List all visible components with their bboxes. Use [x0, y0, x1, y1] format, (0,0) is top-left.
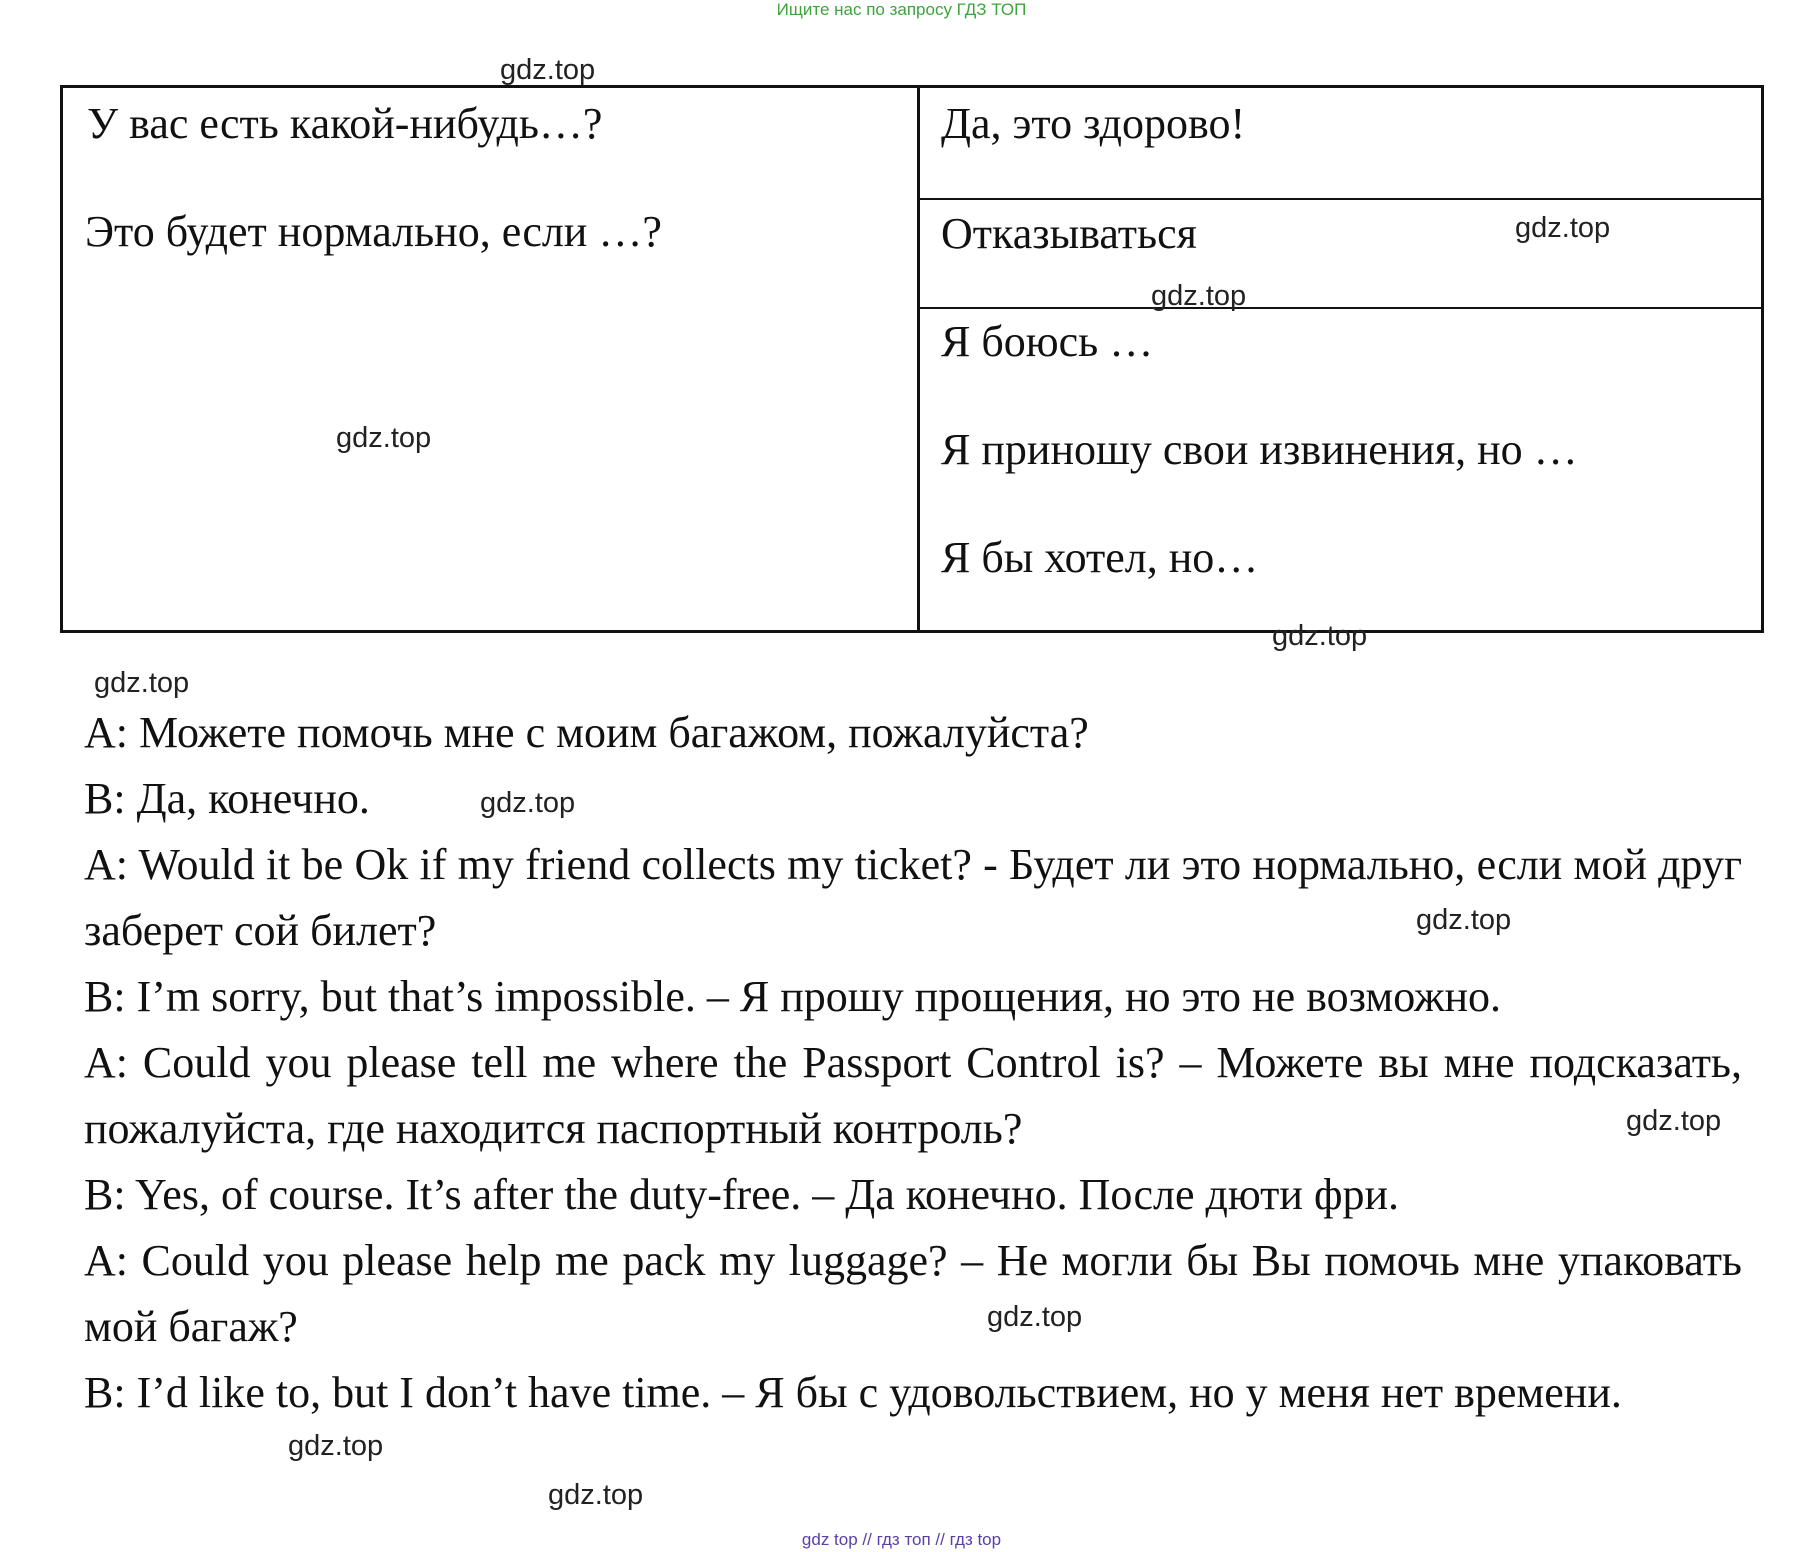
watermark: gdz.top: [500, 54, 596, 86]
watermark: gdz.top: [480, 787, 576, 819]
watermark: gdz.top: [987, 1301, 1083, 1333]
dialog-line: B: Yes, of course. It’s after the duty-free. – Да конечно. После дюти фри.: [84, 1170, 1399, 1219]
table-right-top: Да, это здорово!: [941, 99, 1246, 148]
table-right-heading: Отказываться: [941, 209, 1197, 258]
table-left-phrase: Это будет нормально, если …?: [85, 207, 662, 256]
table-divider-horizontal: [920, 307, 1761, 309]
search-hint-link[interactable]: Ищите нас по запросу ГДЗ ТОП: [776, 0, 1027, 19]
dialog-line: A: Would it be Ok if my friend collects my ticket? - Будет ли это нормально, если мой друг заберет сой билет?: [84, 840, 1742, 955]
watermark: gdz.top: [1416, 904, 1512, 936]
table-right-phrase: Я боюсь …: [941, 317, 1154, 366]
dialog-line: A: Можете помочь мне с моим багажом, пожалуйста?: [84, 708, 1089, 757]
table-divider-horizontal: [920, 198, 1761, 200]
phrase-table: [60, 85, 1764, 633]
footer-links[interactable]: gdz top // гдз топ // гдз top: [801, 1530, 1002, 1549]
table-divider-vertical: [917, 88, 920, 630]
dialog-line: A: Could you please help me pack my luggage? – Не могли бы Вы помочь мне упаковать мой багаж?: [84, 1236, 1742, 1351]
watermark: gdz.top: [288, 1430, 384, 1462]
watermark: gdz.top: [1151, 280, 1247, 312]
watermark: gdz.top: [548, 1479, 644, 1511]
watermark: gdz.top: [1272, 620, 1368, 652]
watermark: gdz.top: [1626, 1105, 1722, 1137]
table-right-phrase: Я приношу свои извинения, но …: [941, 425, 1578, 474]
watermark: gdz.top: [1515, 212, 1611, 244]
dialog-text: [84, 700, 1742, 1426]
dialog-line: A: Could you please tell me where the Passport Control is? – Можете вы мне подсказать, пожалуйста, где находится паспортный контроль?: [84, 1038, 1742, 1153]
watermark: gdz.top: [94, 667, 190, 699]
dialog-line: B: I’d like to, but I don’t have time. – Я бы с удовольствием, но у меня нет времени.: [84, 1368, 1622, 1417]
table-left-phrase: У вас есть какой-нибудь…?: [87, 99, 603, 148]
table-right-phrase: Я бы хотел, но…: [941, 533, 1259, 582]
dialog-line: B: Да, конечно.: [84, 774, 370, 823]
watermark: gdz.top: [336, 422, 432, 454]
dialog-line: B: I’m sorry, but that’s impossible. – Я прошу прощения, но это не возможно.: [84, 972, 1502, 1021]
